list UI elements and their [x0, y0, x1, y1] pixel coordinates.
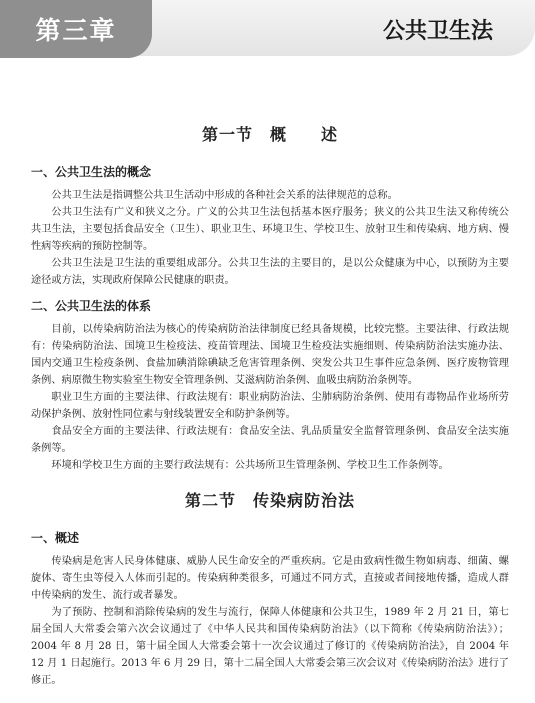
paragraph: 公共卫生法有广义和狭义之分。广义的公共卫生法包括基本医疗服务；狭义的公共卫生法又称传统公共卫生法，主要包括食品安全（卫生）、职业卫生、环境卫生、学校卫生、放射卫生和传染病、地方病、慢性病等疾病的预防控制等。	[31, 207, 509, 252]
paragraph: 食品安全方面的主要法律、行政法规有：食品安全法、乳品质量安全监督管理条例、食品安全法实施条例等。	[31, 426, 509, 454]
page-content	[31, 122, 509, 689]
section-1-title: 第一节 概 述	[201, 125, 338, 144]
paragraph: 职业卫生方面的主要法律、行政法规有：职业病防治法、尘肺病防治条例、使用有毒物品作业场所劳动保护条例、放射性同位素与射线装置安全和防护条例等。	[31, 392, 509, 420]
subsection-heading: 一、概述	[31, 531, 80, 545]
paragraph: 公共卫生法是卫生法的重要组成部分。公共卫生法的主要目的，是以公众健康为中心，以预防为主要途径或方法，实现政府保障公民健康的职责。	[31, 258, 509, 286]
subsection-heading: 一、公共卫生法的概念	[31, 165, 152, 179]
paragraph: 环境和学校卫生方面的主要行政法规有：公共场所卫生管理条例、学校卫生工作条例等。	[51, 460, 449, 471]
section-2-title: 第二节 传染病防治法	[184, 491, 355, 510]
paragraph: 公共卫生法是指调整公共卫生活动中形成的各种社会关系的法律规范的总称。	[51, 190, 398, 201]
paragraph: 为了预防、控制和消除传染病的发生与流行，保障人体健康和公共卫生，1989 年 2 月 21 日，第七届全国人大常委会第六次会议通过了《中华人民共和国传染病防治法》（以下简称《传染病防治法》）；2004 年 8 月 28 日，第十届全国人大常委会第十一次会议通过了修订的《传染病防治法》，自 2004 年 12 月 1 日起施行。2013 年 6 月 29 日，第十二届全国人大常委会第三次会议对《传染病防治法》进行了修正。	[31, 607, 509, 686]
paragraph: 传染病是危害人民身体健康、威胁人民生命安全的严重疾病。它是由致病性微生物如病毒、细菌、螺旋体、寄生虫等侵入人体而引起的。传染病种类很多，可通过不同方式，直接或者间接地传播，造成人群中传染病的发生、流行或者暴发。	[31, 556, 509, 601]
subsection-heading: 二、公共卫生法的体系	[31, 299, 152, 313]
paragraph: 目前，以传染病防治法为核心的传染病防治法律制度已经具备规模，比较完整。主要法律、行政法规有：传染病防治法、国境卫生检疫法、疫苗管理法、国境卫生检疫法实施细则、传染病防治法实施办法、国内交通卫生检疫条例、食盐加碘消除碘缺乏危害管理条例、突发公共卫生事件应急条例、医疗废物管理条例、病原微生物实验室生物安全管理条例、艾滋病防治条例、血吸虫病防治条例等。	[31, 324, 509, 386]
chapter-title: 公共卫生法	[382, 18, 493, 44]
chapter-label: 第三章	[0, 0, 152, 58]
